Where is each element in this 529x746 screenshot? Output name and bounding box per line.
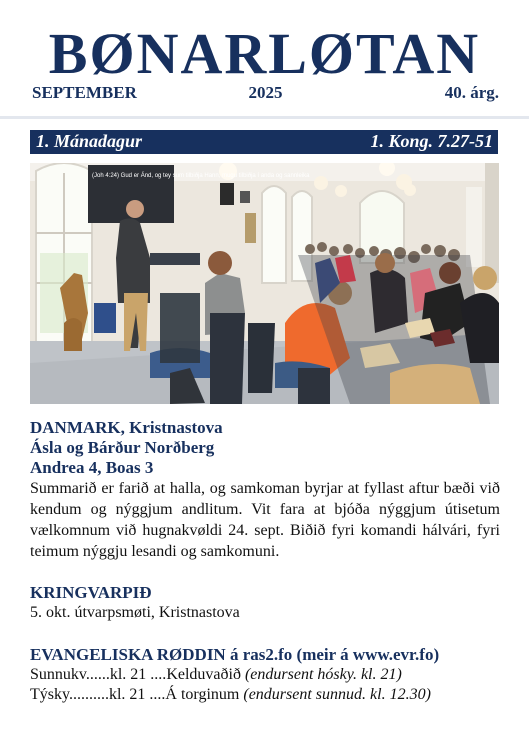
issue-meta [32,83,499,105]
issue-volume: 40. árg. [444,83,499,102]
evangelical-section [30,645,500,705]
schedule-program: Kelduvaðið [166,666,241,683]
schedule-time: kl. 21 .... [108,686,166,703]
schedule-time: kl. 21 .... [109,666,167,683]
issue-month: SEPTEMBER [32,83,137,102]
schedule-row [30,685,500,705]
screen-projection-text: (Joh 4:24) Gud er Ánd, og tey sum tilbiðja Hann, mugu tilbiðja í anda og sannleika [92,173,310,179]
mission-place: DANMARK, Kristnastova [30,418,223,437]
church-meeting-photo [30,163,499,404]
header-divider [0,116,529,119]
schedule-note: (endursent hósky. kl. 21) [244,666,402,683]
schedule-row [30,665,500,685]
radio-line: 5. okt. útvarpsmøti, Kristnastova [30,604,240,621]
mission-address: Andrea 4, Boas 3 [30,458,154,477]
radio-section [30,583,500,623]
schedule-day: Sunnukv...... [30,666,110,683]
schedule-program: Á torginum [165,686,240,703]
mission-prayer-text: Summarið er farið at halla, og samkoman byrjar at fyllast aftur bæði við kendum og nýggjum andlitum. Vit fara at bjóða nýggjum útisetum vælkomnum við hugnakvøldi 24. sept. Biðið fyri komandi hálvári, fyri teimum nýggju lesandi og samkomuni. [30,480,500,560]
publication-title: BØNARLØTAN [48,21,481,86]
schedule-day: Týsky.......... [30,686,109,703]
mission-section [30,418,500,562]
schedule-note: (endursent sunnud. kl. 12.30) [243,686,431,703]
day-label: 1. Mánadagur [36,131,143,151]
day-heading-bar [30,130,498,154]
radio-title: KRINGVARPIÐ [30,583,152,602]
mission-names: Ásla og Bárður Norðberg [30,438,215,457]
issue-year: 2025 [248,83,283,102]
scripture-reference: 1. Kong. 7.27-51 [370,131,493,151]
evangelical-title: EVANGELISKA RØDDIN á ras2.fo (meir á www.evr.fo) [30,645,440,664]
masthead-header [0,0,529,119]
